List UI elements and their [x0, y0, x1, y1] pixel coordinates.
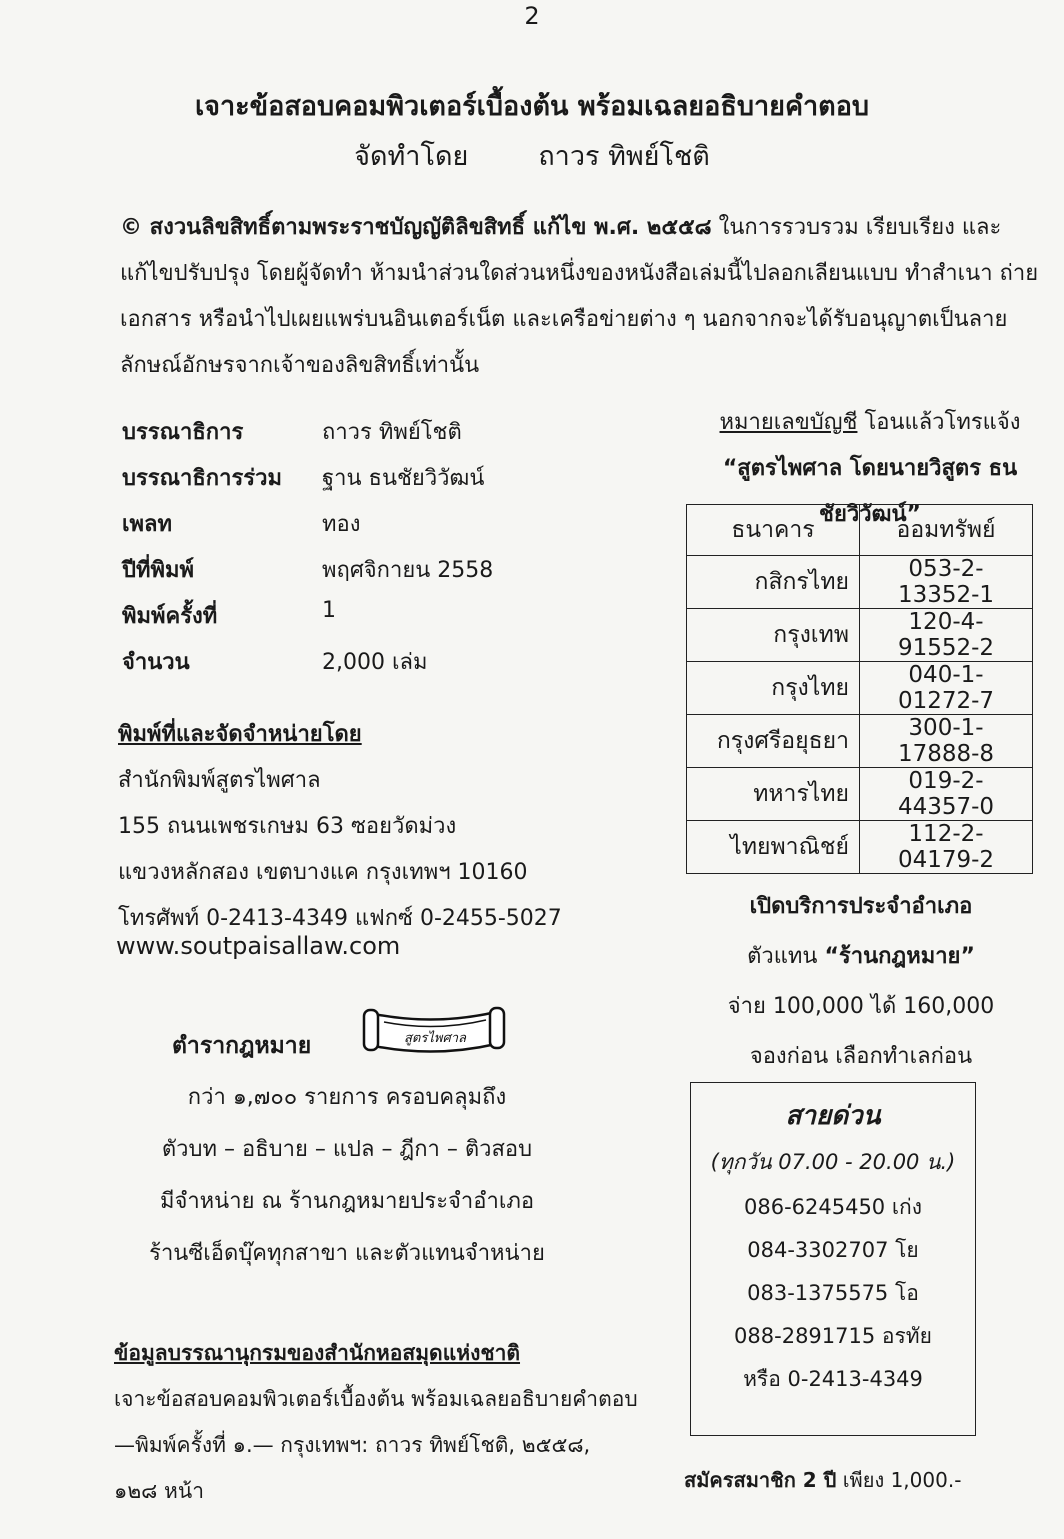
table-row	[687, 662, 1033, 715]
bank-account-table	[686, 504, 1033, 874]
membership-price: เพียง 1,000.-	[836, 1468, 962, 1492]
table-row	[687, 609, 1033, 662]
service-line: เปิดบริการประจำอำเภอ	[749, 894, 973, 919]
bank-name: กรุงไทย	[687, 662, 860, 715]
membership-offer	[684, 1464, 961, 1496]
service-prefix: ตัวแทน	[747, 944, 825, 969]
column-header: ธนาคาร	[687, 505, 860, 556]
account-number: 300-1-17888-8	[860, 715, 1033, 768]
account-number: 019-2-44357-0	[860, 768, 1033, 821]
table-row	[687, 715, 1033, 768]
membership-label: สมัครสมาชิก 2 ปี	[684, 1468, 837, 1492]
book-title: เจาะข้อสอบคอมพิวเตอร์เบื้องต้น พร้อมเฉลยอธิบายคำตอบ	[194, 91, 870, 122]
column-header: ออมทรัพย์	[860, 505, 1033, 556]
cip-block	[114, 1330, 674, 1514]
textbook-line: มีจำหน่าย ณ ร้านกฎหมายประจำอำเภอ	[159, 1189, 535, 1214]
table-header-row	[687, 505, 1033, 556]
hotline-hours: (ทุกวัน 07.00 - 20.00 น.)	[710, 1150, 956, 1174]
info-value: ฐาน ธนชัยวิวัฒน์	[322, 466, 485, 491]
textbook-line: กว่า ๑,๗๐๐ รายการ ครอบคลุมถึง	[187, 1085, 507, 1110]
publisher-line: 155 ถนนเพชรเกษม 63 ซอยวัดม่วง	[118, 814, 457, 839]
hotline-phone: 084-3302707 โย	[747, 1238, 919, 1262]
publisher-heading: พิมพ์ที่และจัดจำหน่ายโดย	[118, 722, 362, 747]
bank-name: ทหารไทย	[687, 768, 860, 821]
textbook-line: ร้านซีเอ็ดบุ๊คทุกสาขา และตัวแทนจำหน่าย	[149, 1241, 545, 1266]
info-value: พฤศจิกายน 2558	[322, 558, 494, 583]
info-label: บรรณาธิการร่วม	[122, 466, 282, 491]
publisher-block	[118, 712, 562, 942]
cip-line: —พิมพ์ครั้งที่ ๑.— กรุงเทพฯ: ถาวร ทิพย์โชติ, ๒๕๕๘,	[114, 1433, 591, 1457]
publisher-line: โทรศัพท์ 0-2413-4349 แฟกซ์ 0-2455-5027	[118, 906, 562, 931]
account-heading-note: โอนแล้วโทรแจ้ง	[857, 410, 1021, 435]
info-value: 2,000 เล่ม	[322, 650, 428, 675]
franchise-ad	[686, 882, 1036, 1082]
scroll-logo-icon	[360, 1004, 510, 1060]
copyright-notice	[120, 205, 1040, 389]
info-label: เพลท	[122, 512, 173, 537]
textbook-ad	[112, 1020, 582, 1280]
hotline-box	[690, 1082, 976, 1436]
bank-name: กสิกรไทย	[687, 556, 860, 609]
account-number: 053-2-13352-1	[860, 556, 1033, 609]
copyright-bold: © สงวนลิขสิทธิ์ตามพระราชบัญญัติลิขสิทธิ์ แก้ไข พ.ศ. ๒๕๕๘	[120, 215, 712, 240]
hotline-phone: 086-6245450 เก่ง	[743, 1195, 922, 1219]
info-value: ถาวร ทิพย์โชติ	[322, 420, 462, 445]
account-number: 120-4-91552-2	[860, 609, 1033, 662]
publisher-website: www.soutpaisallaw.com	[116, 932, 401, 960]
info-value: 1	[322, 598, 336, 623]
cip-heading: ข้อมูลบรรณานุกรมของสำนักหอสมุดแห่งชาติ	[114, 1341, 521, 1365]
hotline-phone: หรือ 0-2413-4349	[743, 1367, 923, 1391]
table-row	[687, 556, 1033, 609]
service-line: จองก่อน เลือกทำเลก่อน	[749, 1044, 973, 1069]
info-label: จำนวน	[122, 650, 190, 675]
bank-name: กรุงเทพ	[687, 609, 860, 662]
logo-text: สูตรไพศาล	[404, 1031, 466, 1046]
hotline-phone: 083-1375575 โอ	[747, 1281, 919, 1305]
publisher-line: สำนักพิมพ์สูตรไพศาล	[118, 768, 321, 793]
table-row	[687, 821, 1033, 874]
publisher-line: แขวงหลักสอง เขตบางแค กรุงเทพฯ 10160	[118, 860, 528, 885]
service-line-2	[686, 932, 1036, 982]
info-value: ทอง	[322, 512, 361, 537]
byline	[0, 134, 1064, 177]
account-name: “สูตรไพศาล โดยนายวิสูตร ธนชัยวิวัฒน์”	[722, 456, 1018, 527]
textbook-heading: ตำรากฎหมาย	[172, 1033, 312, 1059]
account-number: 040-1-01272-7	[860, 662, 1033, 715]
account-heading: หมายเลขบัญชี	[719, 410, 858, 435]
cip-line: เจาะข้อสอบคอมพิวเตอร์เบื้องต้น พร้อมเฉลยอธิบายคำตอบ	[114, 1387, 638, 1411]
info-label: ปีที่พิมพ์	[122, 558, 194, 583]
info-label: พิมพ์ครั้งที่	[122, 604, 218, 629]
byline-author: ถาวร ทิพย์โชติ	[538, 141, 710, 172]
bank-name: ไทยพาณิชย์	[687, 821, 860, 874]
table-row	[687, 768, 1033, 821]
service-line: จ่าย 100,000 ได้ 160,000	[727, 994, 995, 1019]
bank-name: กรุงศรีอยุธยา	[687, 715, 860, 768]
page-number: 2	[524, 2, 540, 30]
copyright-text: ในการรวบรวม เรียบเรียง และแก้ไขปรับปรุง โดยผู้จัดทำ ห้ามนำส่วนใดส่วนหนึ่งของหนังสือเล่มนี้ไปลอกเลียนแบบ ทำสำเนา ถ่ายเอกสาร หรือนำไปเผยแพร่บนอินเตอร์เน็ต และเครือข่ายต่าง ๆ นอกจากจะได้รับอนุญาตเป็นลายลักษณ์อักษรจากเจ้าของลิขสิทธิ์เท่านั้น	[120, 215, 1039, 378]
textbook-line: ตัวบท – อธิบาย – แปล – ฎีกา – ติวสอบ	[161, 1137, 533, 1162]
account-number: 112-2-04179-2	[860, 821, 1033, 874]
hotline-phone: 088-2891715 อรทัย	[734, 1324, 932, 1348]
byline-label: จัดทำโดย	[354, 141, 469, 172]
info-label: บรรณาธิการ	[122, 420, 244, 445]
cip-line: ๑๒๘ หน้า	[114, 1479, 205, 1503]
hotline-heading: สายด่วน	[785, 1101, 881, 1131]
service-shop-name: “ร้านกฎหมาย”	[824, 944, 975, 969]
